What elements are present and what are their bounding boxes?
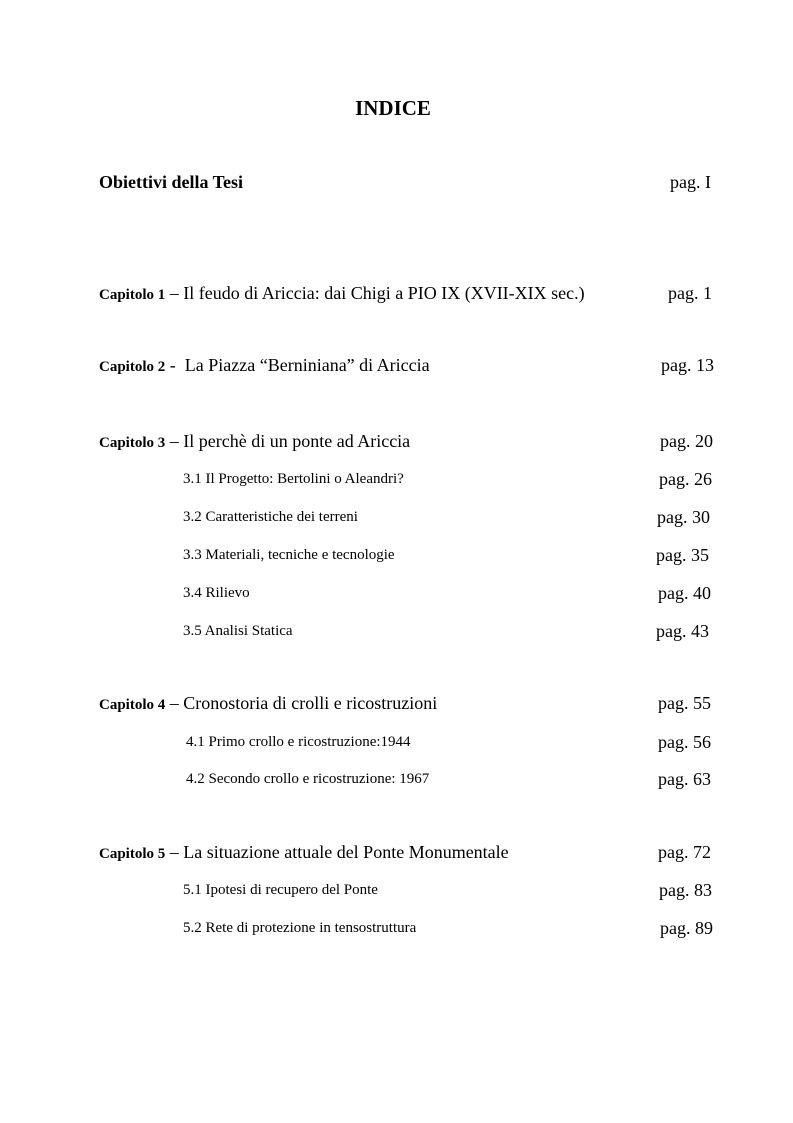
section-3-2-page: pag. 30 <box>657 507 710 527</box>
chapter-1-page: pag. 1 <box>668 283 712 303</box>
chapter-4-entry <box>99 693 437 714</box>
section-4-1: 4.1 Primo crollo e ricostruzione:1944 <box>186 734 411 750</box>
chapter-label: Capitolo 5 <box>99 846 166 862</box>
section-3-3: 3.3 Materiali, tecniche e tecnologie <box>183 547 395 563</box>
chapter-3-page: pag. 20 <box>660 431 713 451</box>
section-3-5-page: pag. 43 <box>656 621 709 641</box>
section-5-2-page: pag. 89 <box>660 918 713 938</box>
chapter-label: Capitolo 2 <box>99 359 166 375</box>
section-3-5: 3.5 Analisi Statica <box>183 623 293 639</box>
chapter-5-entry <box>99 842 509 863</box>
chapter-title: La situazione attuale del Ponte Monumentale <box>183 842 509 862</box>
section-3-1-page: pag. 26 <box>659 469 712 489</box>
section-3-1: 3.1 Il Progetto: Bertolini o Aleandri? <box>183 471 404 487</box>
chapter-separator: – <box>165 693 184 713</box>
chapter-4-page: pag. 55 <box>658 693 711 713</box>
chapter-label: Capitolo 1 <box>99 287 166 303</box>
chapter-2-entry <box>99 355 430 376</box>
chapter-separator: - <box>165 355 185 375</box>
chapter-label: Capitolo 4 <box>99 697 166 713</box>
chapter-separator: – <box>165 283 184 303</box>
section-4-2: 4.2 Secondo crollo e ricostruzione: 1967 <box>186 771 430 787</box>
chapter-1-entry <box>99 283 585 304</box>
section-5-1: 5.1 Ipotesi di recupero del Ponte <box>183 882 378 898</box>
page-title: INDICE <box>355 96 431 120</box>
section-3-4-page: pag. 40 <box>658 583 711 603</box>
section-5-1-page: pag. 83 <box>659 880 712 900</box>
chapter-separator: – <box>165 431 184 451</box>
section-3-3-page: pag. 35 <box>656 545 709 565</box>
objectives-label: Obiettivi della Tesi <box>99 172 244 192</box>
chapter-title: Il perchè di un ponte ad Ariccia <box>183 431 411 451</box>
section-5-2: 5.2 Rete di protezione in tensostruttura <box>183 920 417 936</box>
section-4-1-page: pag. 56 <box>658 732 711 752</box>
section-3-2: 3.2 Caratteristiche dei terreni <box>183 509 358 525</box>
chapter-label: Capitolo 3 <box>99 435 166 451</box>
chapter-title: Cronostoria di crolli e ricostruzioni <box>183 693 438 713</box>
objectives-page: pag. I <box>670 172 711 192</box>
chapter-title: La Piazza “Berniniana” di Ariccia <box>184 355 430 375</box>
chapter-3-entry <box>99 431 410 452</box>
chapter-5-page: pag. 72 <box>658 842 711 862</box>
chapter-separator: – <box>165 842 184 862</box>
chapter-title: Il feudo di Ariccia: dai Chigi a PIO IX (XVII-XIX sec.) <box>183 283 585 303</box>
chapter-2-page: pag. 13 <box>661 355 714 375</box>
section-4-2-page: pag. 63 <box>658 769 711 789</box>
section-3-4: 3.4 Rilievo <box>183 585 250 601</box>
